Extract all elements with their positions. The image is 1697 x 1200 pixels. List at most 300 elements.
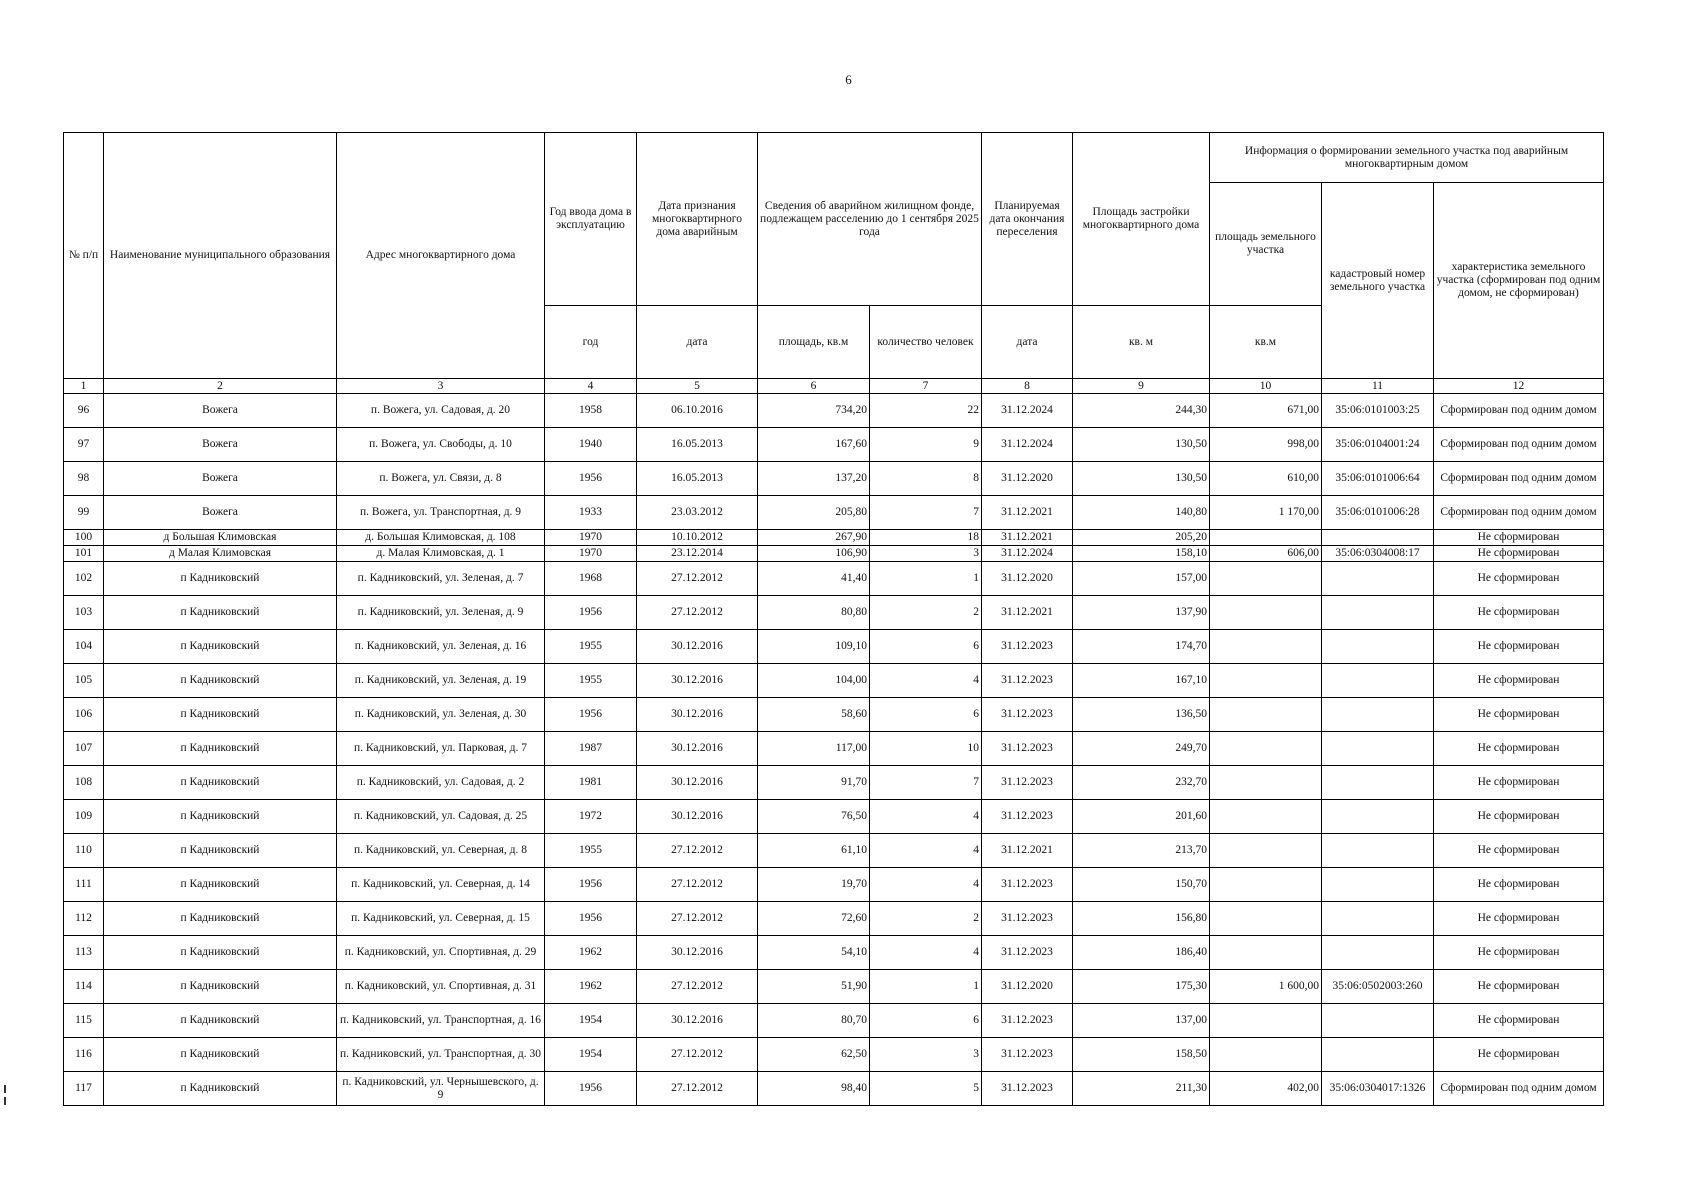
- planned-date-cell: 31.12.2023: [982, 936, 1073, 970]
- municipality-cell: д Большая Климовская: [104, 530, 337, 546]
- municipality-cell: п Кадниковский: [104, 732, 337, 766]
- municipality-cell: п Кадниковский: [104, 630, 337, 664]
- municipality-cell: п Кадниковский: [104, 800, 337, 834]
- row-number: 114: [64, 970, 104, 1004]
- land-char-cell: Не сформирован: [1434, 630, 1604, 664]
- address-cell: п. Кадниковский, ул. Северная, д. 14: [337, 868, 545, 902]
- year-cell: 1987: [545, 732, 637, 766]
- cadastral-cell: 35:06:0304017:1326: [1322, 1072, 1434, 1106]
- building-area-cell: 140,80: [1073, 496, 1210, 530]
- land-area-cell: [1210, 902, 1322, 936]
- table-row: [64, 970, 1604, 1004]
- planned-date-cell: 31.12.2023: [982, 630, 1073, 664]
- municipality-cell: д Малая Климовская: [104, 546, 337, 562]
- land-char-cell: Не сформирован: [1434, 834, 1604, 868]
- header-info-group: Сведения об аварийном жилищном фонде, подлежащем расселению до 1 сентября 2025 года: [758, 133, 982, 306]
- cadastral-cell: [1322, 868, 1434, 902]
- building-area-cell: 167,10: [1073, 664, 1210, 698]
- cadastral-cell: [1322, 732, 1434, 766]
- row-number: 98: [64, 462, 104, 496]
- recognition-date-cell: 30.12.2016: [637, 630, 758, 664]
- municipality-cell: п Кадниковский: [104, 766, 337, 800]
- table-row: [64, 1004, 1604, 1038]
- year-cell: 1970: [545, 530, 637, 546]
- land-area-cell: 402,00: [1210, 1072, 1322, 1106]
- area-cell: 80,80: [758, 596, 870, 630]
- table-row: [64, 936, 1604, 970]
- table-row: [64, 428, 1604, 462]
- year-cell: 1956: [545, 462, 637, 496]
- area-cell: 41,40: [758, 562, 870, 596]
- col-number: 8: [982, 379, 1073, 394]
- planned-date-cell: 31.12.2023: [982, 1038, 1073, 1072]
- land-char-cell: Сформирован под одним домом: [1434, 428, 1604, 462]
- cadastral-cell: [1322, 698, 1434, 732]
- area-cell: 137,20: [758, 462, 870, 496]
- row-number: 97: [64, 428, 104, 462]
- land-char-cell: Сформирован под одним домом: [1434, 496, 1604, 530]
- land-area-cell: [1210, 596, 1322, 630]
- planned-date-cell: 31.12.2021: [982, 496, 1073, 530]
- people-cell: 6: [870, 630, 982, 664]
- header-num: № п/п: [64, 133, 104, 379]
- header-land-char: характеристика земельного участка (сформирован под одним домом, не сформирован): [1434, 183, 1604, 379]
- recognition-date-cell: 27.12.2012: [637, 1038, 758, 1072]
- area-cell: 734,20: [758, 394, 870, 428]
- address-cell: п. Вожега, ул. Садовая, д. 20: [337, 394, 545, 428]
- land-char-cell: Сформирован под одним домом: [1434, 1072, 1604, 1106]
- year-cell: 1933: [545, 496, 637, 530]
- address-cell: п. Кадниковский, ул. Садовая, д. 2: [337, 766, 545, 800]
- col-number: 6: [758, 379, 870, 394]
- table-row: [64, 596, 1604, 630]
- area-cell: 109,10: [758, 630, 870, 664]
- building-area-cell: 130,50: [1073, 462, 1210, 496]
- col-number: 5: [637, 379, 758, 394]
- row-number: 112: [64, 902, 104, 936]
- people-cell: 4: [870, 800, 982, 834]
- land-char-cell: Не сформирован: [1434, 546, 1604, 562]
- people-cell: 6: [870, 1004, 982, 1038]
- building-area-cell: 232,70: [1073, 766, 1210, 800]
- year-cell: 1954: [545, 1038, 637, 1072]
- recognition-date-cell: 16.05.2013: [637, 462, 758, 496]
- land-char-cell: Не сформирован: [1434, 970, 1604, 1004]
- municipality-cell: п Кадниковский: [104, 562, 337, 596]
- unit-kvm: кв. м: [1073, 306, 1210, 379]
- people-cell: 4: [870, 868, 982, 902]
- building-area-cell: 213,70: [1073, 834, 1210, 868]
- recognition-date-cell: 27.12.2012: [637, 834, 758, 868]
- land-char-cell: Сформирован под одним домом: [1434, 394, 1604, 428]
- table-row: [64, 630, 1604, 664]
- building-area-cell: 205,20: [1073, 530, 1210, 546]
- land-char-cell: Не сформирован: [1434, 902, 1604, 936]
- land-area-cell: [1210, 834, 1322, 868]
- recognition-date-cell: 27.12.2012: [637, 970, 758, 1004]
- recognition-date-cell: 10.10.2012: [637, 530, 758, 546]
- building-area-cell: 158,50: [1073, 1038, 1210, 1072]
- row-number: 100: [64, 530, 104, 546]
- land-area-cell: [1210, 766, 1322, 800]
- land-area-cell: 1 170,00: [1210, 496, 1322, 530]
- land-char-cell: Не сформирован: [1434, 766, 1604, 800]
- people-cell: 4: [870, 936, 982, 970]
- building-area-cell: 244,30: [1073, 394, 1210, 428]
- people-cell: 3: [870, 546, 982, 562]
- recognition-date-cell: 23.12.2014: [637, 546, 758, 562]
- address-cell: п. Кадниковский, ул. Зеленая, д. 7: [337, 562, 545, 596]
- land-char-cell: Не сформирован: [1434, 596, 1604, 630]
- cadastral-cell: [1322, 902, 1434, 936]
- land-char-cell: Не сформирован: [1434, 936, 1604, 970]
- land-char-cell: Не сформирован: [1434, 732, 1604, 766]
- area-cell: 76,50: [758, 800, 870, 834]
- cadastral-cell: [1322, 834, 1434, 868]
- emergency-housing-table: [63, 132, 1604, 1106]
- area-cell: 267,90: [758, 530, 870, 546]
- address-cell: п. Вожега, ул. Свободы, д. 10: [337, 428, 545, 462]
- people-cell: 7: [870, 496, 982, 530]
- people-cell: 3: [870, 1038, 982, 1072]
- address-cell: п. Вожега, ул. Транспортная, д. 9: [337, 496, 545, 530]
- year-cell: 1954: [545, 1004, 637, 1038]
- year-cell: 1970: [545, 546, 637, 562]
- cadastral-cell: [1322, 530, 1434, 546]
- cadastral-cell: 35:06:0104001:24: [1322, 428, 1434, 462]
- col-number: 7: [870, 379, 982, 394]
- year-cell: 1968: [545, 562, 637, 596]
- land-area-cell: 998,00: [1210, 428, 1322, 462]
- col-number: 10: [1210, 379, 1322, 394]
- land-char-cell: Не сформирован: [1434, 698, 1604, 732]
- row-number: 113: [64, 936, 104, 970]
- address-cell: п. Кадниковский, ул. Садовая, д. 25: [337, 800, 545, 834]
- planned-date-cell: 31.12.2023: [982, 1004, 1073, 1038]
- unit-area: площадь, кв.м: [758, 306, 870, 379]
- area-cell: 98,40: [758, 1072, 870, 1106]
- row-number: 111: [64, 868, 104, 902]
- address-cell: д. Малая Климовская, д. 1: [337, 546, 545, 562]
- area-cell: 19,70: [758, 868, 870, 902]
- land-char-cell: Сформирован под одним домом: [1434, 462, 1604, 496]
- area-cell: 62,50: [758, 1038, 870, 1072]
- recognition-date-cell: 06.10.2016: [637, 394, 758, 428]
- header-planned: Планируемая дата окончания переселения: [982, 133, 1073, 306]
- land-char-cell: Не сформирован: [1434, 800, 1604, 834]
- row-number: 109: [64, 800, 104, 834]
- row-number: 115: [64, 1004, 104, 1038]
- header-land-group: Информация о формировании земельного участка под аварийным многоквартирным домом: [1210, 133, 1604, 183]
- year-cell: 1956: [545, 868, 637, 902]
- cadastral-cell: [1322, 1004, 1434, 1038]
- planned-date-cell: 31.12.2021: [982, 530, 1073, 546]
- table-row: [64, 562, 1604, 596]
- planned-date-cell: 31.12.2024: [982, 546, 1073, 562]
- row-number: 99: [64, 496, 104, 530]
- area-cell: 80,70: [758, 1004, 870, 1038]
- planned-date-cell: 31.12.2023: [982, 698, 1073, 732]
- address-cell: п. Кадниковский, ул. Парковая, д. 7: [337, 732, 545, 766]
- planned-date-cell: 31.12.2024: [982, 428, 1073, 462]
- people-cell: 2: [870, 596, 982, 630]
- recognition-date-cell: 30.12.2016: [637, 766, 758, 800]
- area-cell: 106,90: [758, 546, 870, 562]
- row-number: 96: [64, 394, 104, 428]
- col-number: 11: [1322, 379, 1434, 394]
- area-cell: 205,80: [758, 496, 870, 530]
- area-cell: 54,10: [758, 936, 870, 970]
- area-cell: 104,00: [758, 664, 870, 698]
- municipality-cell: п Кадниковский: [104, 868, 337, 902]
- land-area-cell: [1210, 936, 1322, 970]
- municipality-cell: п Кадниковский: [104, 698, 337, 732]
- scan-mark: [4, 1097, 6, 1105]
- area-cell: 72,60: [758, 902, 870, 936]
- row-number: 110: [64, 834, 104, 868]
- land-area-cell: [1210, 1038, 1322, 1072]
- cadastral-cell: [1322, 936, 1434, 970]
- area-cell: 51,90: [758, 970, 870, 1004]
- col-number: 3: [337, 379, 545, 394]
- address-cell: п. Кадниковский, ул. Северная, д. 15: [337, 902, 545, 936]
- building-area-cell: 156,80: [1073, 902, 1210, 936]
- row-number: 108: [64, 766, 104, 800]
- land-char-cell: Не сформирован: [1434, 530, 1604, 546]
- year-cell: 1956: [545, 902, 637, 936]
- building-area-cell: 186,40: [1073, 936, 1210, 970]
- cadastral-cell: 35:06:0502003:260: [1322, 970, 1434, 1004]
- area-cell: 61,10: [758, 834, 870, 868]
- recognition-date-cell: 27.12.2012: [637, 562, 758, 596]
- recognition-date-cell: 27.12.2012: [637, 902, 758, 936]
- header-recognition: Дата признания многоквартирного дома аварийным: [637, 133, 758, 306]
- land-char-cell: Не сформирован: [1434, 868, 1604, 902]
- address-cell: п. Кадниковский, ул. Северная, д. 8: [337, 834, 545, 868]
- address-cell: п. Вожега, ул. Связи, д. 8: [337, 462, 545, 496]
- building-area-cell: 137,00: [1073, 1004, 1210, 1038]
- planned-date-cell: 31.12.2024: [982, 394, 1073, 428]
- cadastral-cell: 35:06:0101006:28: [1322, 496, 1434, 530]
- year-cell: 1955: [545, 664, 637, 698]
- unit-date-planned: дата: [982, 306, 1073, 379]
- recognition-date-cell: 30.12.2016: [637, 732, 758, 766]
- table-row: [64, 732, 1604, 766]
- building-area-cell: 175,30: [1073, 970, 1210, 1004]
- address-cell: п. Кадниковский, ул. Транспортная, д. 30: [337, 1038, 545, 1072]
- municipality-cell: п Кадниковский: [104, 936, 337, 970]
- people-cell: 22: [870, 394, 982, 428]
- land-area-cell: [1210, 530, 1322, 546]
- land-char-cell: Не сформирован: [1434, 562, 1604, 596]
- planned-date-cell: 31.12.2020: [982, 462, 1073, 496]
- municipality-cell: п Кадниковский: [104, 596, 337, 630]
- municipality-cell: п Кадниковский: [104, 902, 337, 936]
- land-area-cell: 606,00: [1210, 546, 1322, 562]
- row-number: 104: [64, 630, 104, 664]
- row-number: 101: [64, 546, 104, 562]
- planned-date-cell: 31.12.2023: [982, 664, 1073, 698]
- cadastral-cell: 35:06:0304008:17: [1322, 546, 1434, 562]
- building-area-cell: 157,00: [1073, 562, 1210, 596]
- address-cell: п. Кадниковский, ул. Чернышевского, д. 9: [337, 1072, 545, 1106]
- people-cell: 4: [870, 664, 982, 698]
- recognition-date-cell: 23.03.2012: [637, 496, 758, 530]
- year-cell: 1972: [545, 800, 637, 834]
- people-cell: 2: [870, 902, 982, 936]
- land-area-cell: 610,00: [1210, 462, 1322, 496]
- land-area-cell: [1210, 800, 1322, 834]
- planned-date-cell: 31.12.2023: [982, 902, 1073, 936]
- col-number: 1: [64, 379, 104, 394]
- table-row: [64, 698, 1604, 732]
- table-row: [64, 868, 1604, 902]
- land-area-cell: [1210, 1004, 1322, 1038]
- building-area-cell: 136,50: [1073, 698, 1210, 732]
- people-cell: 6: [870, 698, 982, 732]
- people-cell: 5: [870, 1072, 982, 1106]
- people-cell: 8: [870, 462, 982, 496]
- building-area-cell: 150,70: [1073, 868, 1210, 902]
- municipality-cell: Вожега: [104, 496, 337, 530]
- land-area-cell: [1210, 868, 1322, 902]
- year-cell: 1956: [545, 698, 637, 732]
- land-area-cell: 671,00: [1210, 394, 1322, 428]
- municipality-cell: п Кадниковский: [104, 664, 337, 698]
- land-area-cell: [1210, 698, 1322, 732]
- year-cell: 1940: [545, 428, 637, 462]
- unit-people: количество человек: [870, 306, 982, 379]
- header-cadastral: кадастровый номер земельного участка: [1322, 183, 1434, 379]
- recognition-date-cell: 16.05.2013: [637, 428, 758, 462]
- building-area-cell: 137,90: [1073, 596, 1210, 630]
- recognition-date-cell: 27.12.2012: [637, 1072, 758, 1106]
- land-char-cell: Не сформирован: [1434, 1038, 1604, 1072]
- people-cell: 1: [870, 970, 982, 1004]
- cadastral-cell: [1322, 766, 1434, 800]
- municipality-cell: Вожега: [104, 462, 337, 496]
- planned-date-cell: 31.12.2021: [982, 834, 1073, 868]
- table-row: [64, 834, 1604, 868]
- municipality-cell: п Кадниковский: [104, 1038, 337, 1072]
- table-row: [64, 1038, 1604, 1072]
- header-year: Год ввода дома в эксплуатацию: [545, 133, 637, 306]
- recognition-date-cell: 30.12.2016: [637, 1004, 758, 1038]
- land-area-cell: [1210, 664, 1322, 698]
- recognition-date-cell: 30.12.2016: [637, 800, 758, 834]
- scan-mark: [4, 1085, 6, 1093]
- row-number: 116: [64, 1038, 104, 1072]
- people-cell: 1: [870, 562, 982, 596]
- people-cell: 9: [870, 428, 982, 462]
- people-cell: 10: [870, 732, 982, 766]
- table-row: [64, 462, 1604, 496]
- table-row: [64, 530, 1604, 546]
- municipality-cell: п Кадниковский: [104, 970, 337, 1004]
- area-cell: 91,70: [758, 766, 870, 800]
- cadastral-cell: [1322, 562, 1434, 596]
- col-number: 12: [1434, 379, 1604, 394]
- people-cell: 7: [870, 766, 982, 800]
- row-number: 102: [64, 562, 104, 596]
- planned-date-cell: 31.12.2023: [982, 766, 1073, 800]
- planned-date-cell: 31.12.2020: [982, 562, 1073, 596]
- table-row: [64, 394, 1604, 428]
- col-number: 4: [545, 379, 637, 394]
- building-area-cell: 201,60: [1073, 800, 1210, 834]
- row-number: 105: [64, 664, 104, 698]
- year-cell: 1955: [545, 834, 637, 868]
- address-cell: п. Кадниковский, ул. Спортивная, д. 29: [337, 936, 545, 970]
- year-cell: 1958: [545, 394, 637, 428]
- row-number: 103: [64, 596, 104, 630]
- area-cell: 167,60: [758, 428, 870, 462]
- land-char-cell: Не сформирован: [1434, 664, 1604, 698]
- municipality-cell: Вожега: [104, 428, 337, 462]
- cadastral-cell: [1322, 1038, 1434, 1072]
- address-cell: п. Кадниковский, ул. Зеленая, д. 30: [337, 698, 545, 732]
- header-building-area: Площадь застройки многоквартирного дома: [1073, 133, 1210, 306]
- land-area-cell: 1 600,00: [1210, 970, 1322, 1004]
- people-cell: 4: [870, 834, 982, 868]
- recognition-date-cell: 30.12.2016: [637, 664, 758, 698]
- cadastral-cell: 35:06:0101006:64: [1322, 462, 1434, 496]
- building-area-cell: 130,50: [1073, 428, 1210, 462]
- area-cell: 58,60: [758, 698, 870, 732]
- planned-date-cell: 31.12.2023: [982, 800, 1073, 834]
- planned-date-cell: 31.12.2023: [982, 1072, 1073, 1106]
- address-cell: д. Большая Климовская, д. 108: [337, 530, 545, 546]
- cadastral-cell: 35:06:0101003:25: [1322, 394, 1434, 428]
- column-numbers-row: [64, 379, 1604, 394]
- year-cell: 1962: [545, 970, 637, 1004]
- address-cell: п. Кадниковский, ул. Зеленая, д. 9: [337, 596, 545, 630]
- land-area-cell: [1210, 562, 1322, 596]
- recognition-date-cell: 30.12.2016: [637, 698, 758, 732]
- unit-date: дата: [637, 306, 758, 379]
- recognition-date-cell: 30.12.2016: [637, 936, 758, 970]
- municipality-cell: п Кадниковский: [104, 1004, 337, 1038]
- unit-kvm-land: кв.м: [1210, 306, 1322, 379]
- year-cell: 1956: [545, 1072, 637, 1106]
- planned-date-cell: 31.12.2023: [982, 732, 1073, 766]
- building-area-cell: 249,70: [1073, 732, 1210, 766]
- unit-year: год: [545, 306, 637, 379]
- building-area-cell: 211,30: [1073, 1072, 1210, 1106]
- land-area-cell: [1210, 732, 1322, 766]
- table-row: [64, 1072, 1604, 1106]
- address-cell: п. Кадниковский, ул. Зеленая, д. 16: [337, 630, 545, 664]
- header-land-area: площадь земельного участка: [1210, 183, 1322, 306]
- page-number: 6: [845, 72, 852, 87]
- building-area-cell: 158,10: [1073, 546, 1210, 562]
- cadastral-cell: [1322, 800, 1434, 834]
- municipality-cell: п Кадниковский: [104, 1072, 337, 1106]
- year-cell: 1981: [545, 766, 637, 800]
- cadastral-cell: [1322, 596, 1434, 630]
- header-municipality: Наименование муниципального образования: [104, 133, 337, 379]
- people-cell: 18: [870, 530, 982, 546]
- header-address: Адрес многоквартирного дома: [337, 133, 545, 379]
- row-number: 117: [64, 1072, 104, 1106]
- planned-date-cell: 31.12.2021: [982, 596, 1073, 630]
- cadastral-cell: [1322, 664, 1434, 698]
- year-cell: 1956: [545, 596, 637, 630]
- table-row: [64, 800, 1604, 834]
- table-row: [64, 664, 1604, 698]
- address-cell: п. Кадниковский, ул. Спортивная, д. 31: [337, 970, 545, 1004]
- planned-date-cell: 31.12.2023: [982, 868, 1073, 902]
